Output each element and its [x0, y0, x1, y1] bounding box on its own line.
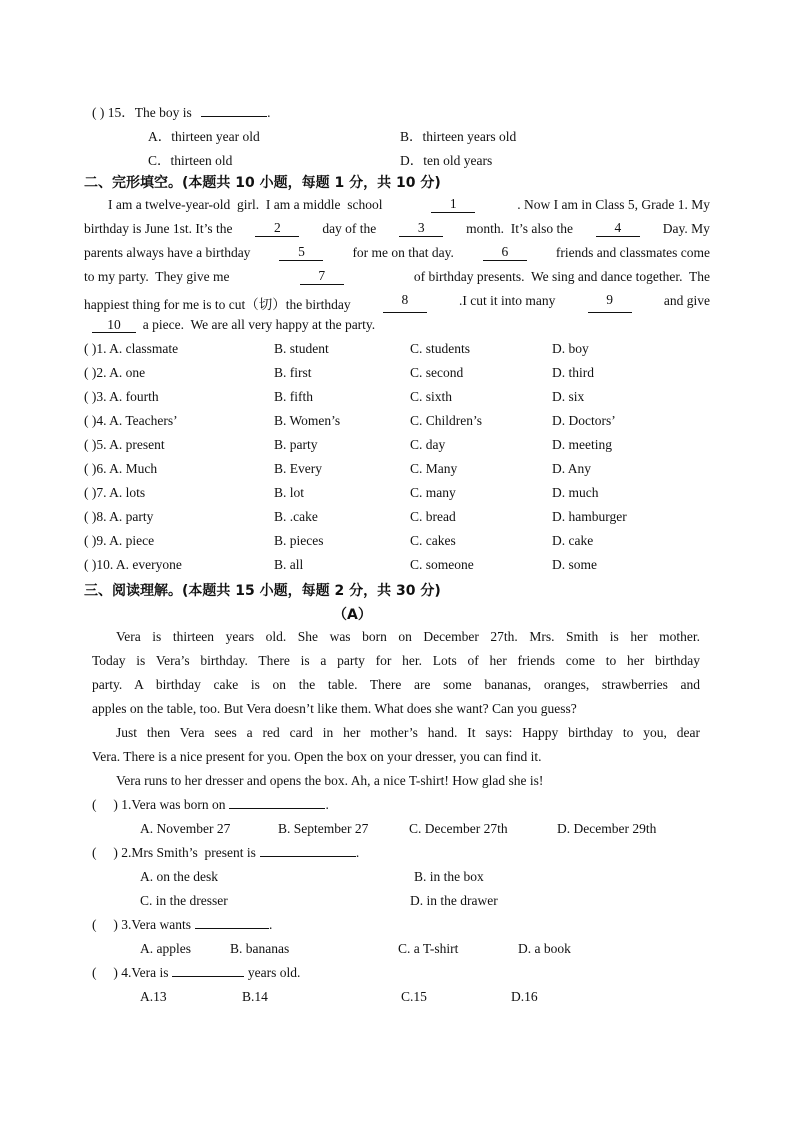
cloze-text: for me on that day. — [345, 245, 461, 260]
cloze-option-d[interactable]: D. boy — [552, 341, 589, 356]
cloze-option-b[interactable]: B. .cake — [274, 509, 318, 524]
cloze-option-b[interactable]: B. pieces — [274, 533, 324, 548]
cloze-option-b[interactable]: B. all — [274, 557, 304, 572]
reading-passage-line: party. A birthday cake is on the table. There are some bananas, oranges, strawberries and — [92, 677, 700, 692]
cloze-option-d[interactable]: D. third — [552, 365, 594, 380]
q15-option-d[interactable]: D．ten old years — [400, 153, 493, 168]
reading-question-stem — [92, 845, 359, 861]
cloze-question-stem: ( )10. A. everyone — [84, 557, 182, 572]
cloze-option-d[interactable]: D. much — [552, 485, 599, 500]
cloze-blank[interactable]: 2 — [255, 221, 299, 237]
reading-option-d[interactable]: D. December 29th — [557, 821, 657, 836]
reading-option-c[interactable]: C.15 — [401, 989, 427, 1004]
cloze-text: month. It’s also the — [459, 221, 580, 236]
cloze-blank[interactable]: 3 — [399, 221, 443, 237]
cloze-option-b[interactable]: B. lot — [274, 485, 305, 500]
reading-option-b[interactable]: B.14 — [242, 989, 268, 1004]
q15-stem-text: ( ) 15．The boy is — [92, 105, 192, 120]
cloze-passage-line — [84, 245, 710, 261]
reading-option-d[interactable]: D. in the drawer — [410, 893, 498, 908]
section2-heading: 二、完形填空。(本题共 10 小题，每题 1 分，共 10 分) — [84, 175, 441, 191]
cloze-blank[interactable]: 10 — [92, 318, 136, 333]
cloze-text: .I cut it into many — [452, 293, 563, 308]
reading-passage-line: Vera. There is a nice present for you. Open the box on your dresser, you can find it. — [92, 749, 542, 764]
cloze-passage-line — [84, 221, 710, 237]
cloze-text: and give — [657, 293, 710, 308]
cloze-option-d[interactable]: D. six — [552, 389, 585, 404]
cloze-option-d[interactable]: D. Any — [552, 461, 592, 476]
reading-passage-line: Just then Vera sees a red card in her mother’s hand. It says: Happy birthday to you, dear — [116, 725, 700, 740]
cloze-text: I am a twelve-year-old girl. I am a middle school — [108, 197, 390, 212]
cloze-text: of birthday presents. We sing and dance together. The — [407, 269, 710, 284]
cloze-question-stem: ( )2. A. one — [84, 365, 146, 380]
cloze-text: day of the — [315, 221, 384, 236]
reading-a-subheading: （A） — [333, 607, 372, 623]
reading-option-a[interactable]: A.13 — [140, 989, 167, 1004]
cloze-question-stem: ( )7. A. lots — [84, 485, 146, 500]
reading-answer-blank[interactable] — [195, 928, 269, 929]
reading-option-b[interactable]: B. bananas — [230, 941, 290, 956]
cloze-text: . Now I am in Class 5, Grade 1. My — [517, 197, 710, 212]
cloze-blank[interactable]: 4 — [596, 221, 640, 237]
reading-question-stem — [92, 917, 272, 933]
cloze-option-b[interactable]: B. student — [274, 341, 329, 356]
cloze-option-d[interactable]: D. Doctors’ — [552, 413, 616, 428]
cloze-blank[interactable]: 8 — [383, 293, 427, 313]
cloze-option-c[interactable]: C. sixth — [410, 389, 453, 404]
reading-question-text: ( ) 1.Vera was born on — [92, 797, 226, 812]
reading-question-end: . — [268, 917, 273, 932]
cloze-passage-line — [84, 293, 710, 313]
cloze-question-stem: ( )5. A. present — [84, 437, 165, 452]
cloze-text: birthday is June 1st. It’s the — [84, 221, 240, 236]
reading-question-stem — [92, 965, 300, 981]
reading-question-stem — [92, 797, 329, 813]
reading-question-end: years old. — [244, 965, 301, 980]
q15-answer-blank[interactable] — [201, 116, 267, 117]
cloze-passage-line — [92, 317, 375, 333]
cloze-blank[interactable]: 1 — [431, 197, 475, 213]
cloze-option-d[interactable]: D. meeting — [552, 437, 612, 452]
cloze-option-c[interactable]: C. many — [410, 485, 456, 500]
reading-option-d[interactable]: D. a book — [518, 941, 571, 956]
cloze-text: a piece. We are all very happy at the party. — [136, 317, 376, 332]
cloze-option-b[interactable]: B. party — [274, 437, 318, 452]
cloze-blank[interactable]: 5 — [279, 245, 323, 261]
reading-passage-line: Vera runs to her dresser and opens the box. Ah, a nice T-shirt! How glad she is! — [116, 773, 544, 788]
reading-answer-blank[interactable] — [229, 808, 325, 809]
cloze-option-b[interactable]: B. first — [274, 365, 312, 380]
cloze-question-stem: ( )1. A. classmate — [84, 341, 179, 356]
cloze-question-stem: ( )8. A. party — [84, 509, 154, 524]
cloze-option-d[interactable]: D. cake — [552, 533, 594, 548]
cloze-question-stem: ( )3. A. fourth — [84, 389, 159, 404]
reading-option-c[interactable]: C. in the dresser — [140, 893, 228, 908]
reading-question-text: ( ) 4.Vera is — [92, 965, 169, 980]
reading-question-text: ( ) 2.Mrs Smith’s present is — [92, 845, 256, 860]
q15-option-b[interactable]: B．thirteen years old — [400, 129, 517, 144]
cloze-passage-line — [108, 197, 710, 213]
reading-question-end: . — [325, 797, 329, 812]
cloze-blank[interactable]: 9 — [588, 293, 632, 313]
reading-question-text: ( ) 3.Vera wants — [92, 917, 191, 932]
q15-stem-end: . — [267, 105, 271, 120]
cloze-option-b[interactable]: B. Women’s — [274, 413, 341, 428]
reading-option-a[interactable]: A. on the desk — [140, 869, 218, 884]
q15-option-c[interactable]: C．thirteen old — [148, 153, 233, 168]
cloze-option-c[interactable]: C. someone — [410, 557, 474, 572]
cloze-text: happiest thing for me is to cut（切）the birthday — [84, 297, 358, 312]
cloze-text: parents always have a birthday — [84, 245, 258, 260]
reading-passage-line: Vera is thirteen years old. She was born on December 27th. Mrs. Smith is her mother. — [116, 629, 700, 644]
reading-option-d[interactable]: D.16 — [511, 989, 538, 1004]
cloze-blank[interactable]: 7 — [300, 269, 344, 285]
reading-option-c[interactable]: C. December 27th — [409, 821, 508, 836]
cloze-option-d[interactable]: D. hamburger — [552, 509, 627, 524]
cloze-question-stem: ( )9. A. piece — [84, 533, 155, 548]
reading-question-end: . — [355, 845, 360, 860]
cloze-text: to my party. They give me — [84, 269, 237, 284]
reading-option-b[interactable]: B. in the box — [414, 869, 484, 884]
cloze-blank[interactable]: 6 — [483, 245, 527, 261]
reading-option-b[interactable]: B. September 27 — [278, 821, 369, 836]
cloze-text: friends and classmates come — [549, 245, 710, 260]
reading-answer-blank[interactable] — [260, 856, 356, 857]
cloze-option-c[interactable]: C. Children’s — [410, 413, 483, 428]
reading-passage-line: apples on the table, too. But Vera doesn’t like them. What does she want? Can you guess? — [92, 701, 577, 716]
reading-option-a[interactable]: A. apples — [140, 941, 191, 956]
cloze-option-c[interactable]: C. cakes — [410, 533, 456, 548]
q15-option-a[interactable]: A．thirteen year old — [148, 129, 260, 144]
cloze-text: Day. My — [656, 221, 710, 236]
reading-answer-blank[interactable] — [172, 976, 244, 977]
section3-heading: 三、阅读理解。(本题共 15 小题，每题 2 分，共 30 分) — [84, 583, 441, 599]
cloze-option-d[interactable]: D. some — [552, 557, 597, 572]
cloze-option-b[interactable]: B. Every — [274, 461, 322, 476]
cloze-option-b[interactable]: B. fifth — [274, 389, 313, 404]
cloze-passage-line — [84, 269, 710, 285]
cloze-option-c[interactable]: C. bread — [410, 509, 456, 524]
reading-passage-line: Today is Vera’s birthday. There is a party for her. Lots of her friends come to her birthday — [92, 653, 700, 668]
reading-option-a[interactable]: A. November 27 — [140, 821, 231, 836]
cloze-option-c[interactable]: C. day — [410, 437, 446, 452]
reading-option-c[interactable]: C. a T-shirt — [398, 941, 459, 956]
cloze-option-c[interactable]: C. Many — [410, 461, 458, 476]
cloze-question-stem: ( )6. A. Much — [84, 461, 158, 476]
cloze-question-stem: ( )4. A. Teachers’ — [84, 413, 178, 428]
cloze-option-c[interactable]: C. second — [410, 365, 464, 380]
cloze-option-c[interactable]: C. students — [410, 341, 471, 356]
q15-stem — [92, 101, 270, 121]
